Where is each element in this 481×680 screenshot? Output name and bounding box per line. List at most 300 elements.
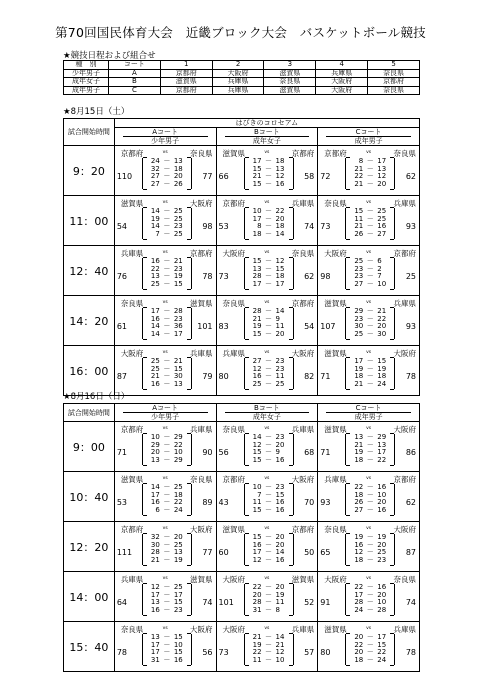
time-slot-row (64, 622, 420, 672)
quarter-score-a: 17 (252, 548, 262, 556)
team-b: 兵庫県 (291, 625, 315, 634)
match-cell (318, 472, 420, 522)
quarter-dash: － (163, 364, 171, 373)
quarter-score-a: 20 (354, 633, 364, 641)
quarter-score-b: 22 (173, 498, 183, 506)
quarter-score-b: 20 (173, 172, 183, 180)
schedule-cell: 滋賀県 (264, 86, 316, 95)
quarter-score-b: 23 (173, 314, 183, 323)
quarter-dash: － (366, 279, 374, 288)
quarter-dash: － (265, 207, 273, 215)
start-time: 9：20 (64, 146, 115, 196)
quarter-score-a: 22 (252, 648, 262, 656)
total-score-b: 50 (304, 548, 315, 557)
quarter-score-a: 14 (150, 207, 160, 215)
team-b: 兵庫県 (393, 625, 416, 634)
total-score-a: 61 (116, 322, 127, 331)
quarter-score (143, 181, 191, 189)
quarter-score (143, 507, 191, 515)
quarter-score-a: 16 (150, 314, 160, 323)
quarter-scores (142, 308, 192, 339)
quarter-score-a: 15 (354, 207, 364, 215)
quarter-score-a: 15 (252, 455, 262, 464)
quarter-score-a: 24 (150, 157, 160, 165)
vs-label: vs (366, 575, 372, 581)
quarter-dash: － (265, 605, 273, 614)
team-a: 滋賀県 (324, 425, 347, 434)
time-header: 試合開始時間 (64, 404, 115, 422)
total-score-b: 77 (202, 172, 213, 181)
quarter-score-a: 32 (150, 533, 160, 541)
quarter-dash: － (265, 655, 273, 664)
quarter-score-a: 17 (150, 307, 160, 315)
quarter-dash: － (163, 157, 171, 165)
court-label: Aコート (152, 404, 179, 412)
team-b: 奈良県 (393, 575, 416, 584)
quarter-score-b: 2 (377, 264, 382, 273)
quarter-score-a: 18 (354, 655, 364, 664)
quarter-dash: － (366, 598, 374, 606)
quarter-dash: － (366, 433, 374, 441)
quarter-score-b: 13 (173, 157, 183, 165)
quarter-score-b: 21 (377, 307, 387, 315)
team-b: 大阪府 (291, 349, 315, 358)
col-header: コート (109, 61, 161, 70)
team-b: 京都府 (291, 299, 315, 308)
quarter-score-a: 18 (354, 372, 364, 380)
team-a: 京都府 (120, 149, 144, 158)
match-cell (318, 572, 420, 622)
quarter-score-b: 9 (275, 448, 280, 456)
time-slot-row (64, 472, 420, 522)
quarter-dash: － (265, 214, 273, 223)
total-score-b: 74 (304, 222, 315, 231)
quarter-score-b: 16 (275, 555, 285, 564)
quarter-dash: － (163, 164, 171, 173)
quarter-dash: － (265, 364, 273, 373)
quarter-dash: － (265, 264, 273, 273)
quarter-score-b: 28 (173, 307, 183, 315)
vs-label: vs (162, 525, 168, 531)
quarter-score-a: 26 (354, 229, 364, 238)
quarter-score-a: 22 (150, 264, 160, 273)
quarter-score (245, 507, 293, 515)
quarter-score-b: 7 (377, 272, 382, 280)
col-header: 2 (212, 61, 264, 70)
quarter-score-b: 22 (275, 207, 285, 215)
schedule-cell: 成年男子 (64, 86, 109, 95)
quarter-score-b: 10 (377, 598, 387, 606)
team-b: 大阪府 (393, 425, 416, 434)
quarter-score-b: 10 (275, 655, 285, 664)
total-score-a: 107 (320, 322, 336, 331)
quarter-scores (345, 208, 395, 239)
quarter-score-a: 14 (252, 433, 262, 441)
team-b: 大阪府 (190, 525, 213, 534)
quarter-dash: － (163, 448, 171, 456)
quarter-score-a: 16 (150, 257, 160, 265)
vs-label: vs (366, 525, 372, 531)
schedule-header-row (64, 61, 420, 70)
quarter-score-a: 28 (150, 548, 160, 556)
total-score-a: 83 (218, 322, 229, 331)
quarter-score-a: 20 (150, 448, 160, 456)
quarter-score-a: 30 (150, 540, 160, 549)
quarter-score-a: 22 (354, 172, 364, 180)
quarter-dash: － (163, 357, 171, 365)
quarter-score-a: 27 (354, 279, 364, 288)
quarter-score-a: 19 (354, 364, 364, 373)
time-slot-row (64, 572, 420, 622)
total-score-a: 53 (218, 222, 229, 231)
match-cell (114, 522, 216, 572)
quarter-score-b: 25 (173, 540, 183, 549)
quarter-score-a: 25 (354, 329, 364, 338)
start-time: 12：40 (64, 246, 115, 296)
quarter-score-b: 15 (377, 640, 387, 649)
quarter-scores (244, 208, 294, 239)
quarter-scores (244, 634, 294, 665)
quarter-dash: － (265, 483, 273, 491)
quarter-dash: － (163, 483, 171, 491)
quarter-dash: － (265, 590, 273, 599)
quarter-score-b: 14 (275, 548, 285, 556)
quarter-dash: － (265, 257, 273, 265)
quarter-dash: － (366, 322, 374, 330)
quarter-dash: － (265, 640, 273, 649)
quarter-dash: － (163, 329, 171, 338)
quarter-dash: － (265, 555, 273, 564)
quarter-score-b: 30 (377, 329, 387, 338)
team-b: 大阪府 (190, 199, 213, 208)
court-label: Aコート (152, 128, 179, 136)
quarter-score-a: 18 (354, 455, 364, 464)
quarter-score-a: 21 (354, 379, 364, 388)
quarter-score-b: 12 (377, 172, 387, 180)
quarter-score-a: 21 (354, 440, 364, 449)
quarter-score-b: 20 (275, 329, 285, 338)
quarter-dash: － (366, 440, 374, 449)
quarter-score-a: 31 (150, 655, 160, 664)
schedule-cell: 奈良県 (264, 78, 316, 87)
team-a: 奈良県 (222, 425, 246, 434)
quarter-score-a: 25 (150, 357, 160, 365)
quarter-dash: － (163, 533, 171, 541)
total-score-b: 58 (304, 172, 315, 181)
quarter-score-a: 28 (252, 272, 262, 280)
time-slot-row (64, 522, 420, 572)
quarter-score-a: 27 (252, 357, 262, 365)
quarter-scores (244, 358, 294, 389)
quarter-dash: － (366, 157, 374, 165)
quarter-score-b: 29 (173, 455, 183, 464)
vs-label: vs (366, 475, 372, 481)
total-score-b: 74 (405, 598, 416, 607)
match-cell (216, 296, 318, 346)
quarter-dash: － (366, 548, 374, 556)
quarter-dash: － (265, 598, 273, 606)
quarter-score-b: 25 (173, 483, 183, 491)
quarter-score-b: 16 (275, 455, 285, 464)
quarter-dash: － (163, 633, 171, 641)
match-cell (318, 246, 420, 296)
quarter-score-b: 23 (275, 357, 285, 365)
time-header: 試合開始時間 (64, 119, 115, 146)
team-a: 大阪府 (324, 575, 347, 584)
quarter-dash: － (163, 505, 171, 514)
total-score-b: 86 (405, 448, 416, 457)
quarter-score-a: 22 (354, 483, 364, 491)
quarter-score-a: 15 (252, 164, 262, 173)
schedule-cell: 滋賀県 (264, 69, 316, 78)
team-b: 兵庫県 (393, 299, 416, 308)
quarter-score-a: 18 (354, 555, 364, 564)
quarter-dash: － (366, 264, 374, 273)
start-time: 12：20 (64, 522, 115, 572)
schedule-cell: 大阪府 (316, 78, 368, 87)
team-a: 滋賀県 (222, 525, 246, 534)
quarter-dash: － (366, 207, 374, 215)
quarter-score-a: 27 (150, 172, 160, 180)
quarter-score-b: 27 (377, 229, 387, 238)
quarter-score-a: 23 (354, 272, 364, 280)
vs-label: vs (162, 249, 168, 255)
quarter-score-a: 13 (354, 433, 364, 441)
total-score-a: 66 (218, 172, 229, 181)
team-a: 大阪府 (222, 249, 246, 258)
match-cell (318, 146, 420, 196)
quarter-score (346, 231, 394, 239)
category-label: 成年女子 (225, 412, 310, 421)
quarter-dash: － (163, 548, 171, 556)
quarter-scores (142, 434, 192, 465)
quarter-dash: － (366, 364, 374, 373)
quarter-score-b: 25 (377, 548, 387, 556)
quarter-score-b: 6 (377, 257, 382, 265)
team-a: 滋賀県 (324, 299, 347, 308)
quarter-score-b: 25 (377, 214, 387, 223)
schedule-cell: 兵庫県 (212, 78, 264, 87)
quarter-score (245, 381, 293, 389)
schedule-cell: 滋賀県 (160, 78, 212, 87)
court-label: Cコート (355, 128, 382, 136)
quarter-score (245, 457, 293, 465)
match-cell (114, 296, 216, 346)
match-cell (318, 296, 420, 346)
total-score-b: 62 (304, 272, 315, 281)
quarter-score-a: 28 (354, 598, 364, 606)
quarter-dash: － (265, 540, 273, 549)
quarter-score-a: 21 (252, 633, 262, 641)
quarter-score-a: 16 (150, 379, 160, 388)
quarter-dash: － (366, 498, 374, 506)
quarter-score-b: 17 (377, 633, 387, 641)
schedule-cell: 奈良県 (368, 69, 420, 78)
quarter-score-b: 15 (173, 598, 183, 606)
quarter-score-b: 24 (173, 505, 183, 514)
quarter-score-b: 18 (275, 222, 285, 230)
total-score-b: 82 (304, 372, 315, 381)
total-score-a: 73 (320, 222, 331, 231)
quarter-dash: － (265, 490, 273, 499)
quarter-score-b: 20 (275, 533, 285, 541)
quarter-score-b: 16 (275, 498, 285, 506)
quarter-score-b: 30 (173, 372, 183, 380)
vs-label: vs (264, 625, 270, 631)
quarter-scores (345, 158, 395, 189)
quarter-dash: － (265, 222, 273, 230)
quarter-dash: － (163, 455, 171, 464)
quarter-dash: － (366, 640, 374, 649)
quarter-score-b: 16 (377, 222, 387, 230)
col-header: 5 (368, 61, 420, 70)
time-slot-row (64, 146, 420, 196)
quarter-score (143, 657, 191, 665)
start-time: 16：00 (64, 346, 115, 396)
quarter-score-b: 19 (377, 364, 387, 373)
vs-label: vs (264, 249, 270, 255)
quarter-score-b: 25 (275, 379, 285, 388)
quarter-score-a: 15 (252, 179, 262, 188)
quarter-score-b: 26 (173, 179, 183, 188)
quarter-dash: － (366, 172, 374, 180)
category-label: 成年男子 (326, 412, 411, 421)
quarter-score (245, 557, 293, 565)
quarter-dash: － (265, 372, 273, 380)
quarter-dash: － (163, 498, 171, 506)
total-score-b: 74 (202, 598, 213, 607)
schedule-table (63, 60, 420, 95)
team-a: 滋賀県 (222, 149, 246, 158)
total-score-a: 73 (218, 648, 229, 657)
quarter-score-b: 15 (173, 633, 183, 641)
quarter-dash: － (163, 583, 171, 591)
court-header (216, 404, 318, 422)
quarter-score-a: 25 (150, 364, 160, 373)
schedule-cell: 大阪府 (316, 86, 368, 95)
match-cell (114, 422, 216, 472)
quarter-dash: － (366, 229, 374, 238)
total-score-a: 80 (320, 648, 331, 657)
match-cell (114, 622, 216, 672)
quarter-score-a: 12 (252, 440, 262, 449)
quarter-dash: － (265, 357, 273, 365)
schedule-cell: A (109, 69, 161, 78)
quarter-score-b: 25 (173, 207, 183, 215)
total-score-a: 110 (116, 172, 133, 181)
quarter-score-b: 11 (275, 598, 285, 606)
quarter-score (346, 557, 394, 565)
total-score-a: 65 (320, 548, 331, 557)
quarter-score-a: 13 (150, 633, 160, 641)
quarter-score (346, 657, 394, 665)
day2-table (63, 403, 420, 672)
quarter-dash: － (163, 648, 171, 656)
quarter-score-b: 12 (275, 257, 285, 265)
quarter-score (245, 331, 293, 339)
quarter-dash: － (265, 157, 273, 165)
quarter-score-a: 15 (252, 533, 262, 541)
quarter-score-b: 15 (377, 357, 387, 365)
total-score-b: 62 (405, 172, 416, 181)
quarter-scores (244, 584, 294, 615)
vs-label: vs (162, 349, 168, 355)
quarter-dash: － (366, 605, 374, 614)
total-score-a: 111 (116, 548, 133, 557)
vs-label: vs (162, 475, 168, 481)
quarter-scores (142, 634, 192, 665)
quarter-dash: － (366, 164, 374, 173)
team-b: 滋賀県 (190, 575, 213, 584)
quarter-dash: － (163, 372, 171, 380)
quarter-score-b: 10 (173, 640, 183, 649)
match-cell (318, 346, 420, 396)
quarter-score-a: 8 (257, 222, 262, 230)
team-a: 兵庫県 (324, 475, 347, 484)
quarter-score-a: 16 (150, 605, 160, 614)
quarter-score-b: 20 (377, 540, 387, 549)
court-header (216, 128, 318, 146)
quarter-dash: － (163, 322, 171, 330)
team-b: 京都府 (190, 249, 213, 258)
quarter-score-a: 18 (252, 229, 262, 238)
quarter-score-b: 13 (173, 548, 183, 556)
quarter-dash: － (163, 229, 171, 238)
match-cell (216, 346, 318, 396)
quarter-scores (345, 434, 395, 465)
court-label: Bコート (253, 404, 280, 412)
quarter-score-b: 13 (173, 379, 183, 388)
quarter-score-a: 18 (354, 490, 364, 499)
quarter-score-b: 10 (173, 448, 183, 456)
total-score-b: 87 (405, 548, 416, 557)
team-a: 滋賀県 (120, 199, 144, 208)
team-b: 奈良県 (190, 149, 213, 158)
quarter-score-a: 6 (155, 505, 160, 514)
quarter-score-b: 17 (275, 279, 285, 288)
quarter-dash: － (366, 533, 374, 541)
vs-label: vs (366, 425, 372, 431)
quarter-score-b: 25 (173, 229, 183, 238)
vs-label: vs (264, 149, 270, 155)
day1-heading: ★8月15日（土） (63, 107, 130, 117)
quarter-score-a: 11 (354, 214, 364, 223)
quarter-score-b: 12 (275, 648, 285, 656)
schedule-cell: C (109, 86, 161, 95)
total-score-a: 73 (218, 272, 229, 281)
quarter-dash: － (366, 455, 374, 464)
quarter-dash: － (163, 222, 171, 230)
total-score-a: 76 (116, 272, 127, 281)
quarter-score-a: 19 (150, 214, 160, 223)
page-title: 第70回国民体育大会 近畿ブロック大会 バスケットボール競技 (55, 25, 426, 40)
quarter-score-b: 20 (377, 179, 387, 188)
quarter-score (245, 657, 293, 665)
quarter-score-a: 17 (150, 590, 160, 599)
team-b: 奈良県 (190, 475, 213, 484)
court-header (318, 404, 420, 422)
quarter-score (143, 231, 191, 239)
quarter-score-a: 14 (150, 483, 160, 491)
quarter-score-a: 12 (150, 583, 160, 591)
col-header: 3 (264, 61, 316, 70)
quarter-dash: － (366, 490, 374, 499)
quarter-dash: － (265, 279, 273, 288)
start-time: 11：00 (64, 196, 115, 246)
quarter-score-a: 19 (354, 448, 364, 456)
quarter-dash: － (265, 448, 273, 456)
quarter-score-a: 27 (150, 179, 160, 188)
